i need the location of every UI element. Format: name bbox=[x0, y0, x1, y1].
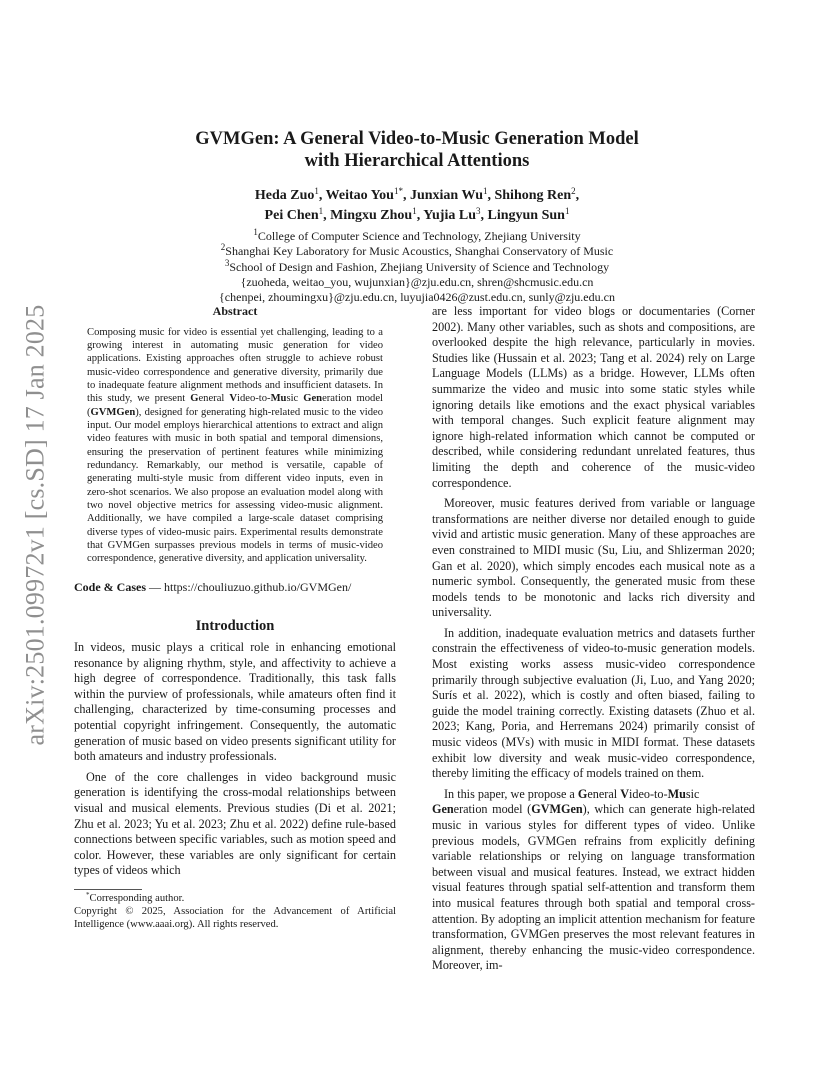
author-name: Mingxu Zhou bbox=[330, 208, 413, 223]
abstract-bold: V bbox=[229, 393, 238, 405]
body-bold: V bbox=[620, 786, 629, 801]
body-segment: ideo-to- bbox=[629, 786, 668, 801]
abstract-bold: Mu bbox=[270, 393, 287, 405]
author-mark: 1* bbox=[393, 186, 403, 196]
author-mark: 3 bbox=[475, 206, 481, 216]
corresponding-footnote bbox=[74, 892, 396, 905]
author-name: Weitao You bbox=[325, 188, 394, 203]
footnote-mark: * bbox=[86, 890, 90, 899]
footnote-rule bbox=[74, 889, 142, 890]
affiliation: Shanghai Key Laboratory for Music Acoustics, Shanghai Conservatory of Music bbox=[225, 244, 614, 259]
author-mark: 1 bbox=[314, 186, 319, 196]
abstract-segment: ideo-to- bbox=[237, 393, 271, 405]
author-mark: 1 bbox=[482, 186, 488, 196]
body-paragraph-1: are less important for video blogs or documentaries (Corner 2002). Many other variables, such as shots and compositions, are overlooked despite the high relevance, particularly in movies. Studies like (Hussain et al. 2023; Tang et al. 2024) rely on Large Language Models (LLMs) as a bridge. However, LLMs often summarize the video and music into some static styles while ignoring details like emotions and the exact physical variables with temporal changes. Such explicit feature alignment may ignore high-related information which cannot be computed or described, while considering redundant unrelated features, thus limiting the depth and coherence of the music-video correspondence. bbox=[432, 304, 755, 490]
code-label: Code & Cases bbox=[74, 579, 146, 594]
author-list: Heda Zuo$^1$, Weitao You$^{1*}$, Junxian Wu$^1$, Shihong Ren$^2$, Pei Chen$^1$, Mingxu Zhou$^1$, Yujia Lu$^3$, Lingyun Sun$^1$ bbox=[254, 186, 580, 223]
abstract-segment: sic bbox=[286, 393, 304, 405]
body-segment: sic bbox=[685, 786, 700, 801]
abstract-text bbox=[74, 326, 396, 566]
body-segment: eneral bbox=[587, 786, 621, 801]
body-bold: Mu bbox=[667, 786, 686, 801]
paper-title bbox=[74, 128, 760, 172]
left-column bbox=[74, 304, 396, 931]
email-line: {zuoheda, weitao_you, wujunxian}@zju.edu.cn, shren@shcmusic.edu.cn bbox=[240, 274, 594, 289]
code-separator: — bbox=[146, 579, 164, 594]
abstract-bold: Gen bbox=[303, 393, 323, 405]
abstract-segment: Composing music for video is essential yet challenging, leading to a growing interest in automating music generation for video applications. Existing approaches often struggle to achieve robust music-video correspondence and generative diversity, primarily due to inadequate feature alignment methods and insufficient datasets. In this study, we present bbox=[87, 326, 383, 405]
body-paragraph-3: In addition, inadequate evaluation metrics and datasets further constrain the effectiveness of video-to-music generation models. Most existing works assess music-video correspondence primarily through subjective evaluation (Ji, Luo, and Yang 2020; Surís et al. 2022), which is costly and often biased, failing to guide the model training correctly. Existing datasets (Zhuo et al. 2023; Kang, Poria, and Herremans 2024) primarily consist of music videos (MVs) with music in MIDI format. These datasets exhibit low diversity and weak music-video correspondence, thereby limiting the efficacy of models trained on them. bbox=[432, 625, 755, 781]
body-paragraph-2: Moreover, music features derived from variable or language transformations are neither diverse nor detailed enough to guide vivid and artistic music generation. Many of these approaches are even constrained to MIDI music (Su, Liu, and Shlizerman 2020; Gan et al. 2020), which simply encodes each musical note as a numeric symbol. Consequently, the generated music from these models tends to be monotonic and lacks rich diversity and universality. bbox=[432, 496, 755, 620]
body-bold: GVMGen bbox=[531, 802, 583, 817]
body-segment: In this paper, we propose a bbox=[444, 786, 578, 801]
affiliation-mark: 1 bbox=[253, 227, 258, 237]
arxiv-identifier-text: arXiv:2501.09972v1 [cs.SD] 17 Jan 2025 bbox=[20, 304, 49, 746]
title-line-2: with Hierarchical Attentions bbox=[304, 151, 530, 171]
code-url-link[interactable]: https://chouliuzuo.github.io/GVMGen/ bbox=[164, 579, 352, 594]
introduction-heading: Introduction bbox=[195, 618, 275, 635]
affiliation: School of Design and Fashion, Zhejiang University of Science and Technology bbox=[229, 259, 610, 274]
author-mark: 1 bbox=[564, 206, 570, 216]
affiliation-mark: 3 bbox=[224, 257, 230, 268]
copyright-notice: Copyright © 2025, Association for the Advancement of Artificial Intelligence (www.aaai.org). All rights reserved. bbox=[74, 905, 396, 930]
email-line: {chenpei, zhoumingxu}@zju.edu.cn, luyujia0426@zust.edu.cn, sunly@zju.edu.cn bbox=[219, 290, 615, 305]
body-segment: ), which can generate high-related music in various styles for different types of video. Unlike previous models, GVMGen refrains from explicitly defining variable relationships or relying on language transformation between visual and musical features. Instead, we extract hidden visual features through spatial self-attention and transform them into musical features through both spatial and temporal cross-attention. By adopting an implicit attention mechanism for feature transformation, GVMGen preserves the most relevant features in alignment, thereby enhancing the music-video correspondence. Moreover, im- bbox=[432, 802, 755, 973]
author-mark: 1 bbox=[412, 206, 417, 216]
author-name: Pei Chen bbox=[264, 208, 319, 223]
body-bold: Gen bbox=[432, 802, 454, 817]
code-cases-line bbox=[74, 580, 396, 596]
abstract-bold: G bbox=[190, 393, 199, 405]
right-column bbox=[432, 304, 755, 979]
author-mark: 1 bbox=[318, 206, 324, 216]
body-paragraph-4 bbox=[432, 787, 755, 974]
abstract-segment: eration model ( bbox=[87, 393, 383, 418]
author-name: Shihong Ren bbox=[494, 188, 572, 203]
author-mark: 2 bbox=[571, 186, 576, 196]
body-segment: eration model ( bbox=[453, 802, 532, 817]
paper-header bbox=[74, 128, 760, 305]
abstract-segment: eneral bbox=[198, 393, 230, 405]
intro-paragraph-2: One of the core challenges in video background music generation is identifying the cross-modal relationships between visual and musical elements. Previous studies (Di et al. 2021; Zhu et al. 2023; Yu et al. 2023; Zhu et al. 2022) define rule-based connections between specific variables, such as motion speed and color. However, these variables are only significant for certain types of videos which bbox=[74, 769, 396, 878]
footnote-text: Corresponding author. bbox=[89, 892, 185, 904]
body-bold: G bbox=[577, 786, 588, 801]
author-name: Yujia Lu bbox=[423, 208, 476, 223]
title-line-1: GVMGen: A General Video-to-Music Generation Model bbox=[195, 129, 639, 149]
affiliations bbox=[74, 229, 760, 305]
intro-paragraph-1: In videos, music plays a critical role in enhancing emotional resonance by aligning rhythm, style, and affectivity to achieve a high degree of correspondence. Traditionally, this task falls within the purview of professionals, while amateurs often find it challenging, characterized by time-consuming processes and potential copyright infringement. Consequently, the automatic generation of music based on video presents significant utility for both amateurs and industry professionals. bbox=[74, 639, 396, 764]
abstract-bold: GVMGen bbox=[90, 406, 136, 418]
arxiv-identifier bbox=[20, 290, 50, 760]
abstract-heading: Abstract bbox=[212, 304, 258, 318]
affiliation-mark: 2 bbox=[220, 242, 226, 253]
author-name: Junxian Wu bbox=[409, 188, 483, 203]
affiliation: College of Computer Science and Technology, Zhejiang University bbox=[257, 229, 581, 243]
author-name: Lingyun Sun bbox=[487, 208, 565, 223]
author-name: Heda Zuo bbox=[254, 188, 315, 203]
abstract-segment: ), designed for generating high-related music to the video input. Our model employs hierarchical attentions to extract and align video features with music in both spatial and temporal dimensions, ensuring the preservation of pertinent features while minimizing redundancy. Remarkably, our method is versatile, capable of generating multi-style music from different video inputs, even in zero-shot scenarios. We also propose an evaluation model along with two novel objective metrics for assessing video-music alignment. Additionally, we have compiled a large-scale dataset comprising diverse types of video-music pairs. Experimental results demonstrate that GVMGen surpasses previous models in terms of music-video correspondence, generative diversity, and application universality. bbox=[87, 406, 383, 565]
